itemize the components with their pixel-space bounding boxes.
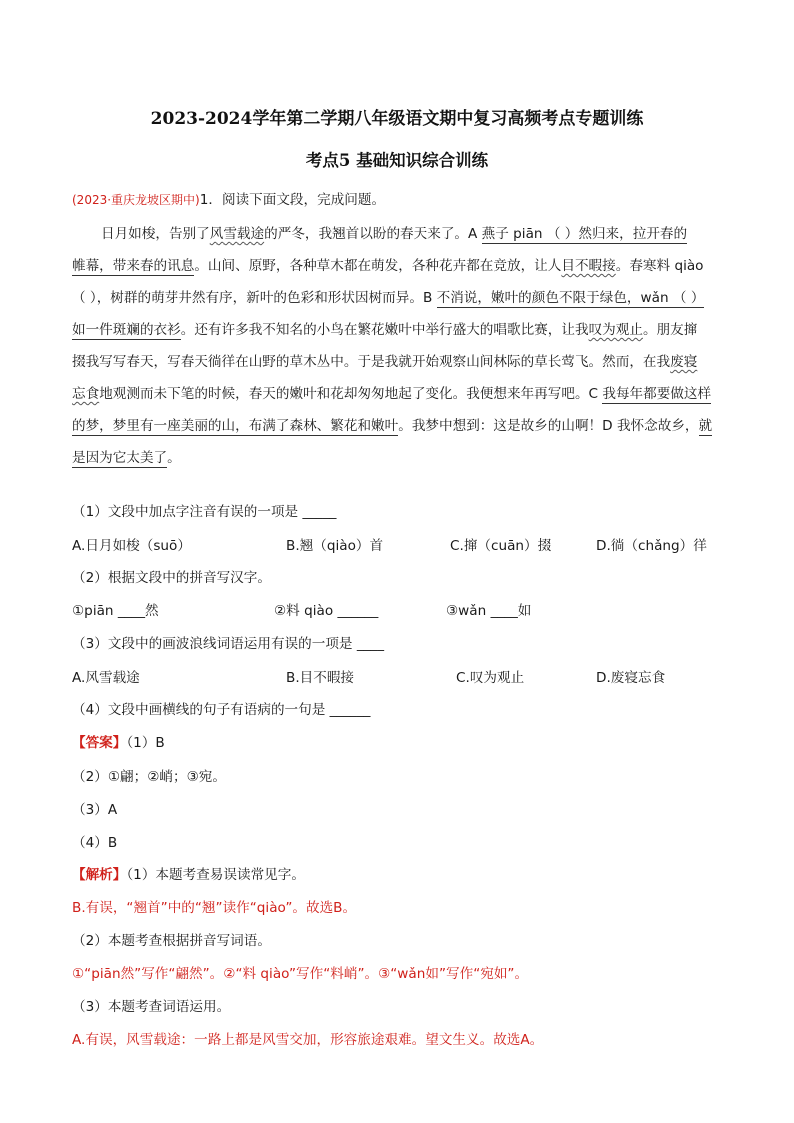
passage-text: 日月如梭，告别了	[101, 226, 210, 242]
underlined-sentence: 是因为它太美了	[72, 450, 168, 466]
underlined-sentence: 就	[698, 418, 713, 434]
underlined-sentence: 帷幕，带来春的讯息	[72, 258, 195, 274]
q2-item-1: ①piān ____然	[72, 603, 159, 619]
passage-text: 掇我写写春天，写春天徜徉在山野的草木丛中。于是我就开始观察山间林际的草长莺飞。然而，在我	[72, 354, 671, 370]
underlined-sentence: 燕子 piān （ ）然归来，拉开春的	[481, 226, 688, 242]
answer-3: （3）A	[72, 802, 118, 818]
analysis-2: （2）本题考查根据拼音写词语。	[72, 933, 271, 949]
q1-option-b: B.翘（qiào）首	[286, 538, 384, 554]
passage-text: 。还有许多我不知名的小鸟在繁花嫩叶中举行盛大的唱歌比赛，让我	[180, 322, 589, 338]
analysis-1: （1）本题考查易误读常见字。	[126, 867, 305, 883]
q3-stem: （3）文段中的画波浪线词语运用有误的一项是 ____	[72, 636, 385, 652]
q2-stem: （2）根据文段中的拼音写汉字。	[72, 570, 271, 586]
underlined-sentence: 如一件斑斓的衣衫	[72, 322, 181, 338]
passage-line	[72, 350, 697, 370]
analysis-1-detail: B.有误，“翘首”中的“翘”读作“qiào”。故选B。	[72, 900, 357, 916]
analysis-3-detail: A.有误，风雪载途：一路上都是风雪交加，形容旅途艰难。望文生义。故选A。	[72, 1032, 544, 1048]
passage-line	[72, 382, 711, 402]
passage-line	[72, 446, 181, 466]
q2-item-3: ③wǎn ____如	[446, 603, 532, 619]
underlined-sentence: 不消说，嫩叶的颜色不限于绿色，wǎn （ ）	[436, 290, 705, 306]
wavy-underlined-phrase: 叹为观止	[588, 322, 643, 338]
passage-text: 。朋友撺	[642, 322, 698, 338]
wavy-underlined-phrase: 忘食	[72, 386, 100, 402]
analysis-line-1	[72, 863, 305, 883]
passage-text: 。	[167, 450, 181, 466]
answer-label: 【答案】	[72, 735, 127, 751]
q3-option-c: C.叹为观止	[456, 670, 525, 686]
passage-text: 。山间、原野，各种草木都在萌发，各种花卉都在竞放，让人	[194, 258, 562, 274]
analysis-3: （3）本题考查词语运用。	[72, 999, 231, 1015]
answer-1: （1）B	[126, 735, 165, 751]
answer-line-1	[72, 731, 165, 751]
q2-item-2: ②料 qiào ______	[274, 603, 379, 619]
passage-text: 的严冬，我翘首以盼的春天来了。A	[264, 226, 482, 242]
q1-stem: （1）文段中加点字注音有误的一项是 _____	[72, 504, 337, 520]
passage-line	[72, 286, 704, 306]
passage-text: 。我梦中想到：这是故乡的山啊！D 我怀念故乡，	[398, 418, 699, 434]
q3-option-a: A.风雪载途	[72, 670, 140, 686]
q3-option-d: D.废寝忘食	[596, 670, 666, 686]
wavy-underlined-phrase: 目不暇接	[561, 258, 616, 274]
passage-text: 地观测而未下笔的时候，春天的嫩叶和花却匆匆地起了变化。我便想来年再写吧。C	[99, 386, 603, 402]
question-source: (2023·重庆龙坡区期中)	[72, 193, 200, 207]
q4-stem: （4）文段中画横线的句子有语病的一句是 ______	[72, 702, 371, 718]
analysis-2-detail: ①“piān然”写作“翩然”。②“料 qiào”写作“料峭”。③“wǎn如”写作“宛如”。	[72, 966, 529, 982]
passage-line	[72, 414, 712, 434]
passage-text: 。春寒料 qiào	[615, 258, 704, 274]
passage-line	[72, 254, 704, 274]
q3-option-b: B.目不暇接	[286, 670, 355, 686]
document-title: 2023-2024学年第二学期八年级语文期中复习高频考点专题训练	[150, 109, 644, 129]
wavy-underlined-phrase: 废寝	[670, 354, 698, 370]
q1-option-a: A.日月如梭（suō）	[72, 538, 191, 554]
document-subtitle: 考点5 基础知识综合训练	[305, 151, 489, 170]
passage-text: （ ），树群的萌芽井然有序，新叶的色彩和形状因树而异。B	[72, 290, 437, 306]
passage-line	[101, 222, 687, 242]
q1-option-d: D.徜（chǎng）徉	[596, 538, 707, 554]
wavy-underlined-phrase: 风雪载途	[209, 226, 265, 242]
question-stem: 1．阅读下面文段，完成问题。	[199, 192, 386, 208]
question-header	[72, 188, 385, 208]
answer-2: （2）①翩；②峭；③宛。	[72, 769, 226, 785]
passage-line	[72, 318, 697, 338]
analysis-label: 【解析】	[72, 867, 127, 883]
underlined-sentence: 我每年都要做这样	[602, 386, 712, 402]
q1-option-c: C.撺（cuān）掇	[450, 538, 552, 554]
answer-4: （4）B	[72, 835, 118, 851]
underlined-sentence: 的梦，梦里有一座美丽的山，布满了森林、繁花和嫩叶	[72, 418, 399, 434]
